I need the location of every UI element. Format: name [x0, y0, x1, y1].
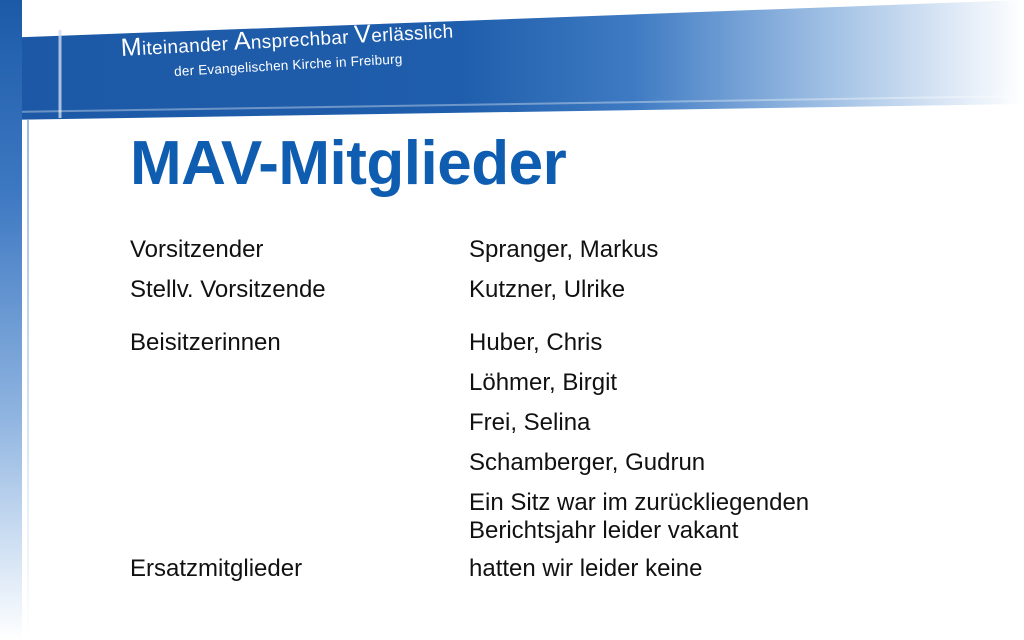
vacancy-note	[469, 489, 910, 545]
members-table	[130, 236, 910, 595]
role-label	[130, 369, 469, 399]
member-name: Huber, Chris	[469, 329, 603, 356]
role-label: Stellv. Vorsitzende	[130, 276, 326, 303]
table-row	[130, 409, 910, 439]
member-name: hatten wir leider keine	[469, 555, 703, 582]
member-name: Schamberger, Gudrun	[469, 449, 706, 476]
left-accent-bar	[0, 0, 22, 640]
table-row	[130, 276, 910, 306]
member-name: Löhmer, Birgit	[469, 369, 618, 396]
role-label: Vorsitzender	[130, 236, 264, 263]
vacancy-note-line: Ein Sitz war im zurückliegenden	[469, 489, 810, 516]
table-row	[130, 329, 910, 359]
table-row	[130, 236, 910, 266]
table-row	[130, 369, 910, 399]
member-name: Spranger, Markus	[469, 236, 659, 263]
role-label	[130, 489, 469, 545]
role-label	[130, 449, 469, 479]
member-name: Frei, Selina	[469, 409, 591, 436]
organization-subtitle: der Evangelischen Kirche in Freiburg	[173, 51, 403, 80]
vacancy-note-line: Berichtsjahr leider vakant	[469, 517, 739, 544]
role-label	[130, 409, 469, 439]
left-accent-line	[27, 120, 29, 640]
member-name: Kutzner, Ulrike	[469, 276, 626, 303]
role-label: Ersatzmitglieder	[130, 555, 303, 582]
role-label: Beisitzerinnen	[130, 329, 281, 356]
page-title: MAV-Mitglieder	[130, 129, 567, 198]
organization-name: Miteinander Ansprechbar Verlässlich	[120, 20, 454, 62]
table-row	[130, 555, 910, 585]
table-row	[130, 449, 910, 479]
table-row	[130, 489, 910, 545]
